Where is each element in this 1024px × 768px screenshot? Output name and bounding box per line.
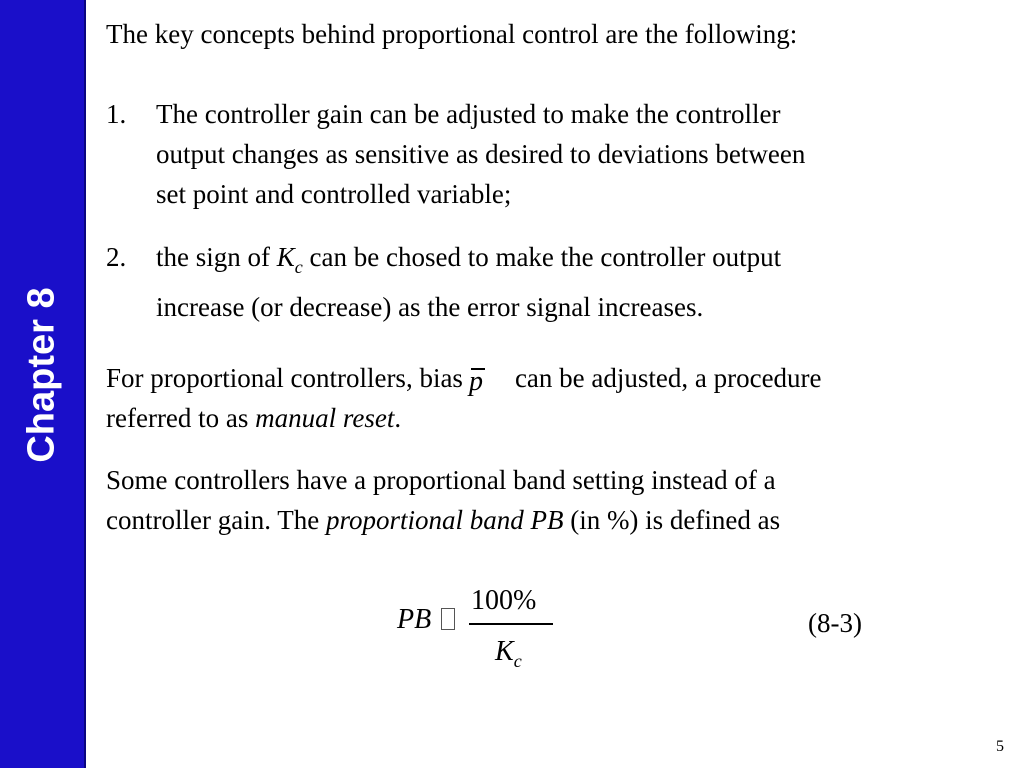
page-number: 5 bbox=[996, 738, 1004, 755]
fraction-bar bbox=[469, 623, 553, 625]
list-item-line: The controller gain can be adjusted to make the controller bbox=[156, 99, 781, 129]
chapter-sidebar bbox=[0, 0, 86, 768]
bias-symbol: p bbox=[469, 366, 483, 397]
proportional-band-term: proportional band PB bbox=[325, 505, 564, 535]
gain-symbol: K bbox=[276, 242, 295, 272]
intro-text: The key concepts behind proportional control are the following: bbox=[106, 19, 798, 49]
bias-paragraph-line1: For proportional controllers, bias can be adjusted, a procedure bbox=[106, 363, 822, 393]
list-number: 1. bbox=[106, 99, 127, 129]
band-paragraph-line2: controller gain. The proportional band PB (in %) is defined as bbox=[106, 505, 781, 535]
bias-paragraph-line2: referred to as manual reset. bbox=[106, 403, 402, 433]
equation-denominator: $K_c$ bbox=[495, 636, 522, 671]
band-paragraph-line1: Some controllers have a proportional band setting instead of a bbox=[106, 465, 776, 495]
list-item-line: increase (or decrease) as the error signal increases. bbox=[156, 292, 704, 322]
list-item-line: output changes as sensitive as desired to deviations between bbox=[156, 139, 806, 169]
equation-numerator: 100% bbox=[471, 585, 537, 616]
equation-number: (8-3) bbox=[808, 608, 862, 638]
chapter-label: Chapter 8 bbox=[20, 287, 63, 463]
equation-lhs: PB bbox=[397, 600, 455, 640]
manual-reset-term: manual reset bbox=[255, 403, 395, 433]
list-item-line: set point and controlled variable; bbox=[156, 179, 512, 209]
list-number: 2. bbox=[106, 242, 127, 272]
list-item-line: the sign of $K_c$ can be chosed to make the controller output bbox=[156, 242, 782, 277]
missing-glyph-box bbox=[441, 608, 455, 630]
